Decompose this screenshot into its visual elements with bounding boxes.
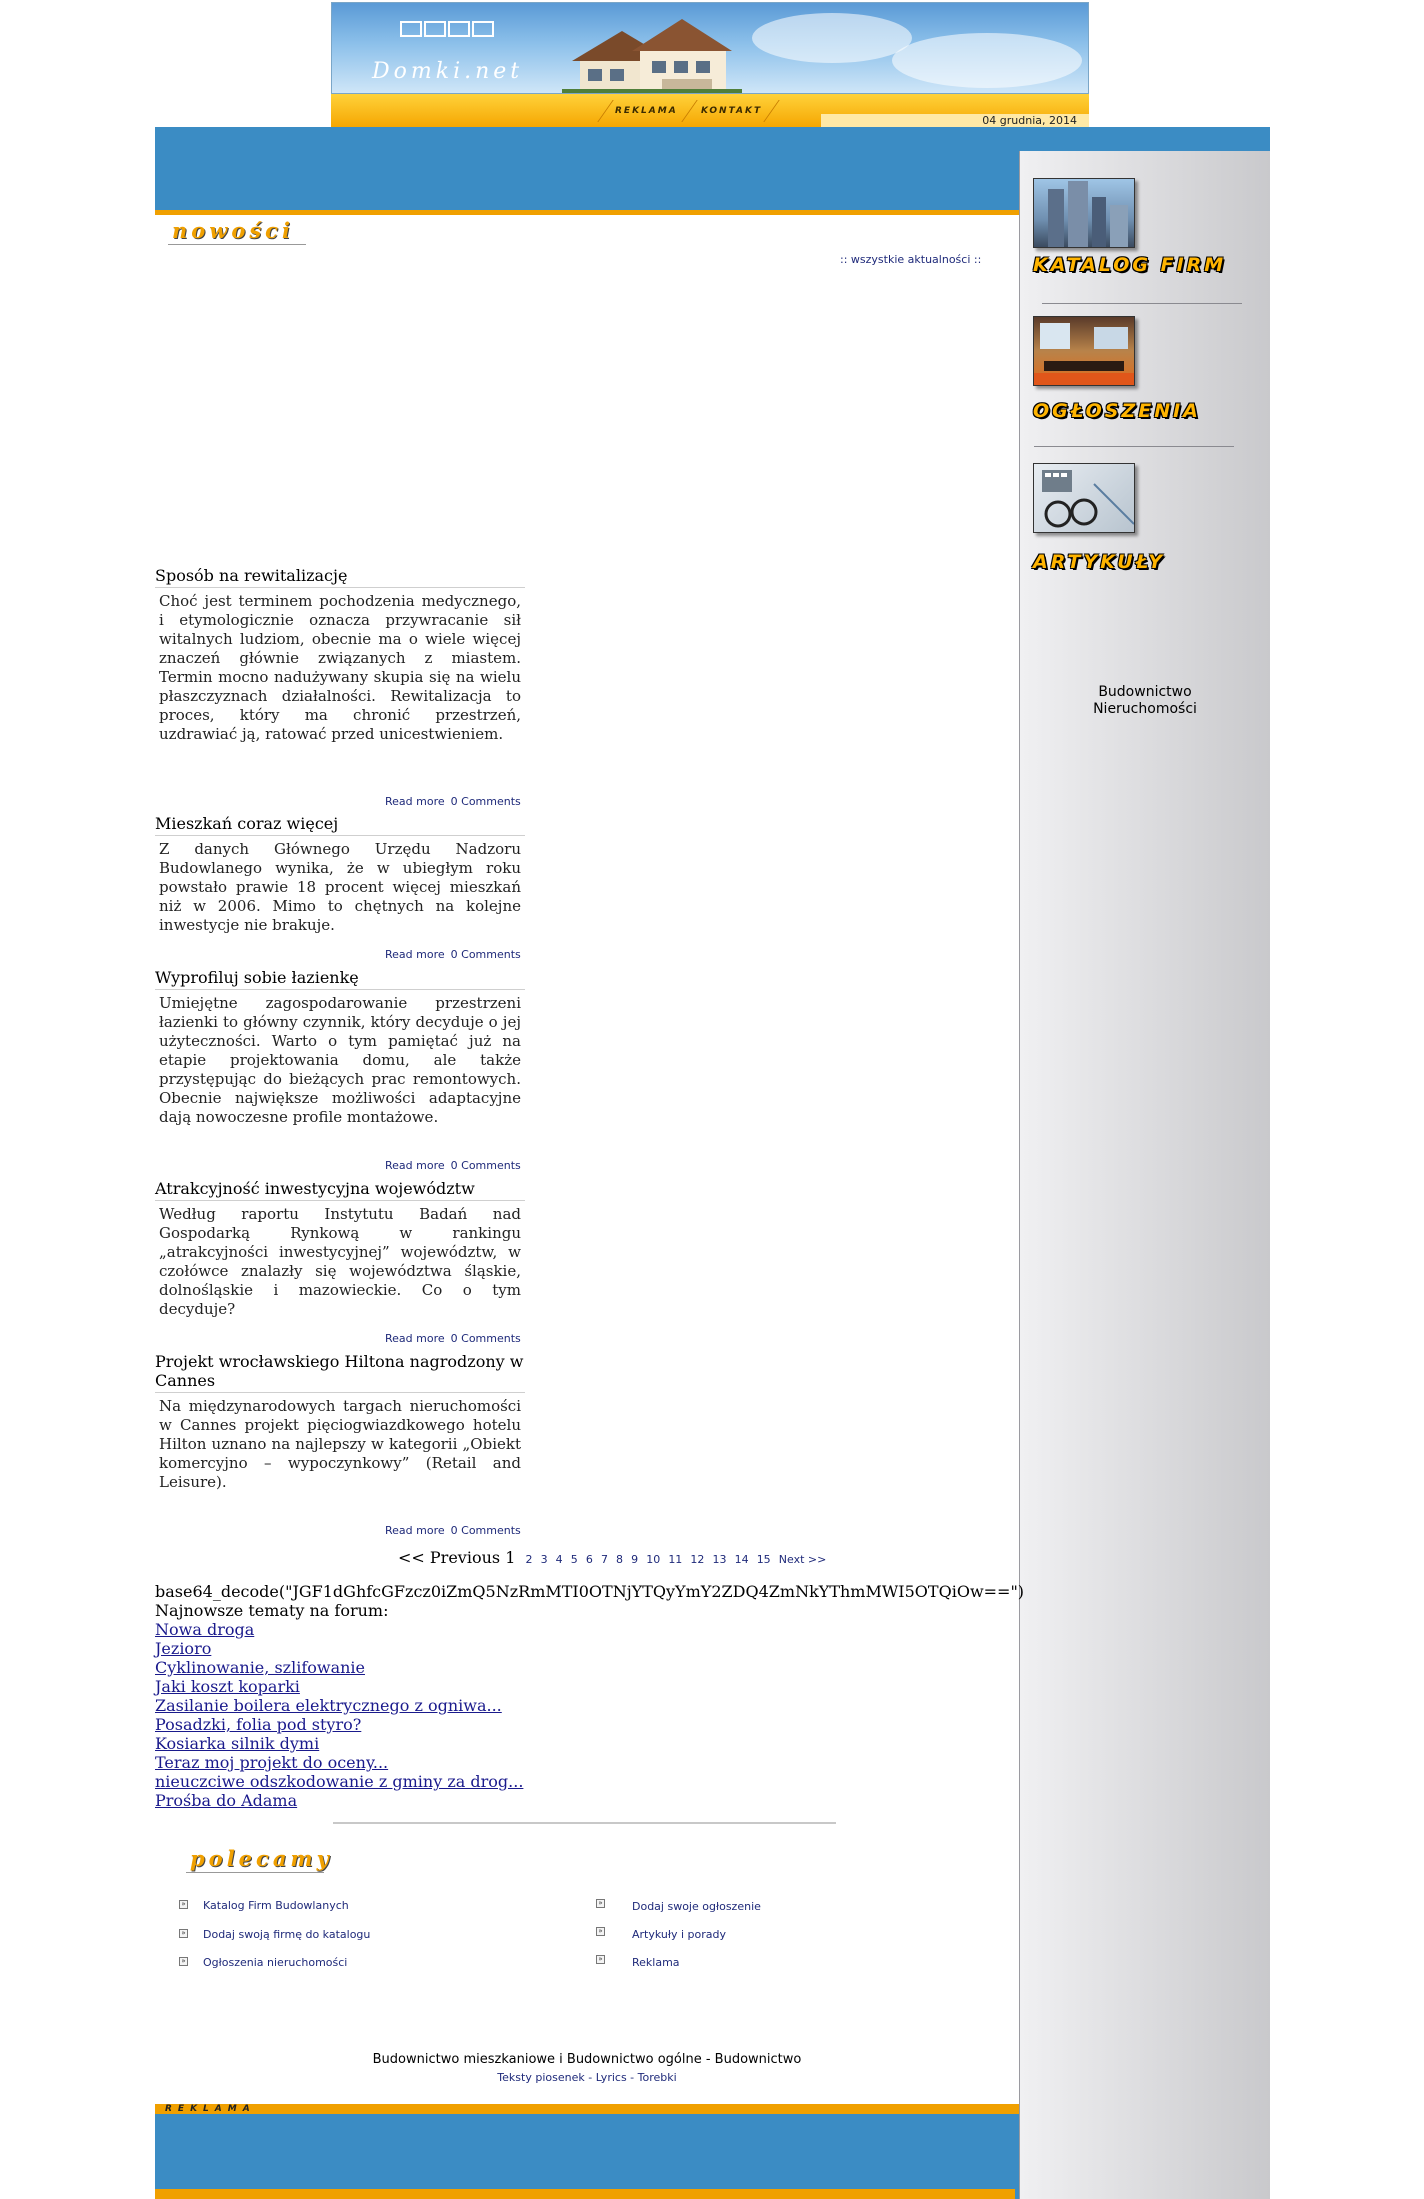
top-orange-stripe [155, 210, 1019, 215]
bullet-arrow-icon: » [596, 1955, 605, 1964]
comments-link[interactable]: 0 Comments [450, 795, 521, 808]
footer-links [155, 2071, 1019, 2084]
pager-page-link[interactable]: 7 [600, 1553, 608, 1566]
pager-next[interactable]: Next >> [778, 1553, 827, 1566]
article-item [155, 566, 525, 744]
article-title[interactable]: Projekt wrocławskiego Hiltona nagrodzony w Cannes [155, 1352, 525, 1393]
article-body: Według raportu Instytutu Badań nad Gospodarką Rynkową w rankingu „atrakcyjności inwestycyjnej” województw, w czołówce znalazły się województwa śląskie, dolnośląskie i mazowieckie. Co o tym decyduje? [159, 1205, 521, 1318]
recommended-link[interactable]: Dodaj swoje ogłoszenie [632, 1900, 761, 1913]
read-more-link[interactable]: Read more [385, 1159, 445, 1172]
sidebar-divider [1034, 446, 1234, 447]
article-meta [379, 795, 1424, 808]
site-logo[interactable]: Domki.net [372, 59, 524, 84]
recommended-link[interactable]: Artykuły i porady [632, 1928, 727, 1941]
news-title-underline [168, 244, 306, 245]
bullet-arrow-icon: » [179, 1957, 188, 1966]
pager-page-link[interactable]: 8 [616, 1553, 624, 1566]
sidebar-header-band [1019, 127, 1270, 151]
pager-current: 1 [505, 1548, 516, 1567]
header-banner [331, 2, 1089, 94]
nav-link-kontakt[interactable]: KONTAKT [701, 106, 763, 116]
bullet-arrow-icon: » [179, 1900, 188, 1909]
article-body: Choć jest terminem pochodzenia medycznego, i etymologicznie oznacza przywracanie sił witalnych ludziom, obecnie ma o wiele więcej znaczeń głównie związanych z miastem. Termin mocno nadużywany skupia się na wielu płaszczyznach działalności. Rewitalizacja to proces, który ma chronić przestrzeń, uzdrawiać ją, ratować przed unicestwieniem. [159, 592, 521, 743]
article-body: Na międzynarodowych targach nieruchomości w Cannes projekt pięciogwiazdkowego hotelu Hilton uznano na najlepszy w kategorii „Obiekt komercyjno – wypoczynkowy” (Retail and Leisure). [159, 1397, 521, 1491]
read-more-link[interactable]: Read more [385, 795, 445, 808]
article-meta [379, 1159, 1424, 1172]
interior-icon [1034, 317, 1135, 386]
article-item [155, 814, 525, 935]
recommended-section-title: polecamy [190, 1846, 333, 1871]
article-item [155, 968, 525, 1127]
pager-page-link[interactable]: 12 [690, 1553, 705, 1566]
article-item [155, 1352, 525, 1492]
forum-topic-link[interactable]: Jaki koszt koparki [155, 1677, 300, 1696]
article-item [155, 1179, 525, 1319]
house-illustration-icon [562, 11, 742, 94]
recommended-link[interactable]: Dodaj swoją firmę do katalogu [203, 1928, 371, 1941]
recommended-link[interactable]: Ogłoszenia nieruchomości [203, 1956, 348, 1969]
pager-page-link[interactable]: 14 [734, 1553, 749, 1566]
cloud-decoration [752, 13, 912, 63]
sidebar-link-budownictwo[interactable]: Budownictwo [1098, 684, 1192, 700]
article-title[interactable]: Wyprofiluj sobie łazienkę [155, 968, 525, 990]
bottom-orange-stripe [155, 2104, 1019, 2114]
sidebar-link-nieruchomosci[interactable]: Nieruchomości [1093, 701, 1197, 717]
article-body: Umiejętne zagospodarowanie przestrzeni łazienki to główny czynnik, który decyduje o jej użyteczności. Warto o tym pamiętać już na etapie projektowania domu, ale także przystępując do bieżących prac remontowych. Obecnie największe możliwości adaptacyjne dają nowoczesne profile montażowe. [159, 994, 521, 1126]
sidebar-divider [1042, 303, 1242, 304]
sidebar-links [1060, 684, 1230, 718]
forum-topic-link[interactable]: Nowa droga [155, 1620, 255, 1639]
forum-topic-link[interactable]: nieuczciwe odszkodowanie z gminy za drog... [155, 1772, 524, 1791]
pager-page-link[interactable]: 4 [555, 1553, 563, 1566]
comments-link[interactable]: 0 Comments [450, 948, 521, 961]
news-section-title: nowości [172, 218, 294, 243]
bullet-arrow-icon: » [596, 1899, 605, 1908]
footer-text: Budownictwo mieszkaniowe i Budownictwo ogólne - Budownictwo [372, 2052, 802, 2067]
read-more-link[interactable]: Read more [385, 1524, 445, 1537]
sidebar-title-artykuly[interactable]: ARTYKUŁY [1033, 551, 1166, 573]
article-title[interactable]: Atrakcyjność inwestycyjna województw [155, 1179, 525, 1201]
forum-topic-link[interactable]: Jezioro [155, 1639, 212, 1658]
article-meta [379, 1332, 1424, 1345]
comments-link[interactable]: 0 Comments [450, 1524, 521, 1537]
pager-page-link[interactable]: 11 [668, 1553, 683, 1566]
skyscraper-icon [1034, 179, 1135, 248]
all-news-link[interactable]: :: wszystkie aktualności :: [840, 253, 982, 266]
code-line: base64_decode("JGF1dGhfcGFzcz0iZmQ5NzRmMTI0OTNjYTQyYmY2ZDQ4ZmNkYThmMWI5OTQiOw==") [155, 1582, 1025, 1601]
footer-link[interactable]: Teksty piosenek [497, 2071, 585, 2084]
footer-separator: - [626, 2071, 638, 2084]
pager-page-link[interactable]: 13 [712, 1553, 727, 1566]
article-title[interactable]: Mieszkań coraz więcej [155, 814, 525, 836]
nav-link-reklama[interactable]: REKLAMA [615, 106, 678, 116]
pager-page-link[interactable]: 6 [585, 1553, 593, 1566]
footer-separator: - [584, 2071, 596, 2084]
bullet-arrow-icon: » [596, 1927, 605, 1936]
calculator-glasses-icon [1034, 464, 1135, 533]
pager-previous[interactable]: << Previous [398, 1548, 501, 1567]
read-more-link[interactable]: Read more [385, 948, 445, 961]
forum-topic-link[interactable]: Teraz moj projekt do oceny... [155, 1753, 389, 1772]
site-header [331, 2, 1089, 126]
content-divider [333, 1822, 836, 1824]
article-meta [379, 948, 1424, 961]
pager-page-link[interactable]: 9 [631, 1553, 639, 1566]
forum-heading: Najnowsze tematy na forum: [155, 1601, 389, 1620]
forum-topics [155, 1582, 1025, 1810]
pager-page-link[interactable]: 5 [570, 1553, 578, 1566]
bottom-band-orange-stripe [155, 2189, 1015, 2199]
calculator-photo[interactable] [1033, 463, 1135, 533]
footer-link[interactable]: Lyrics [595, 2071, 627, 2084]
forum-topic-link[interactable]: Posadzki, folia pod styro? [155, 1715, 362, 1734]
recommended-title-underline [186, 1872, 324, 1873]
forum-topic-link[interactable]: Cyklinowanie, szlifowanie [155, 1658, 365, 1677]
recommended-link[interactable]: Reklama [632, 1956, 680, 1969]
logo-icon [400, 21, 494, 37]
recommended-link[interactable]: Katalog Firm Budowlanych [203, 1899, 349, 1912]
reklama-label: REKLAMA [165, 2104, 256, 2114]
pager-page-link[interactable]: 15 [756, 1553, 771, 1566]
bullet-arrow-icon: » [179, 1929, 188, 1938]
interior-photo[interactable] [1033, 316, 1135, 386]
forum-topic-link[interactable]: Prośba do Adama [155, 1791, 298, 1810]
pagination [398, 1548, 829, 1567]
pager-page-link[interactable]: 3 [540, 1553, 548, 1566]
forum-topic-link[interactable]: Kosiarka silnik dymi [155, 1734, 320, 1753]
read-more-link[interactable]: Read more [385, 1332, 445, 1345]
forum-topic-link[interactable]: Zasilanie boilera elektrycznego z ogniwa... [155, 1696, 502, 1715]
bottom-blue-band [155, 2114, 1019, 2199]
article-meta [379, 1524, 1424, 1537]
footer-link[interactable]: Torebki [637, 2071, 677, 2084]
current-date: 04 grudnia, 2014 [982, 114, 1077, 127]
article-body: Z danych Głównego Urzędu Nadzoru Budowlanego wynika, że w ubiegłym roku powstało prawie 18 procent więcej mieszkań niż w 2006. Mimo to chętnych na kolejne inwestycje nie brakuje. [159, 840, 521, 934]
sidebar-title-ogloszenia[interactable]: OGŁOSZENIA [1033, 400, 1201, 422]
article-title[interactable]: Sposób na rewitalizację [155, 566, 525, 588]
pager-page-link[interactable]: 10 [646, 1553, 661, 1566]
comments-link[interactable]: 0 Comments [450, 1159, 521, 1172]
pager-page-link[interactable]: 2 [525, 1553, 533, 1566]
sidebar-title-katalog[interactable]: KATALOG FIRM [1033, 254, 1227, 276]
cloud-decoration [892, 33, 1082, 88]
comments-link[interactable]: 0 Comments [450, 1332, 521, 1345]
buildings-photo[interactable] [1033, 178, 1135, 248]
